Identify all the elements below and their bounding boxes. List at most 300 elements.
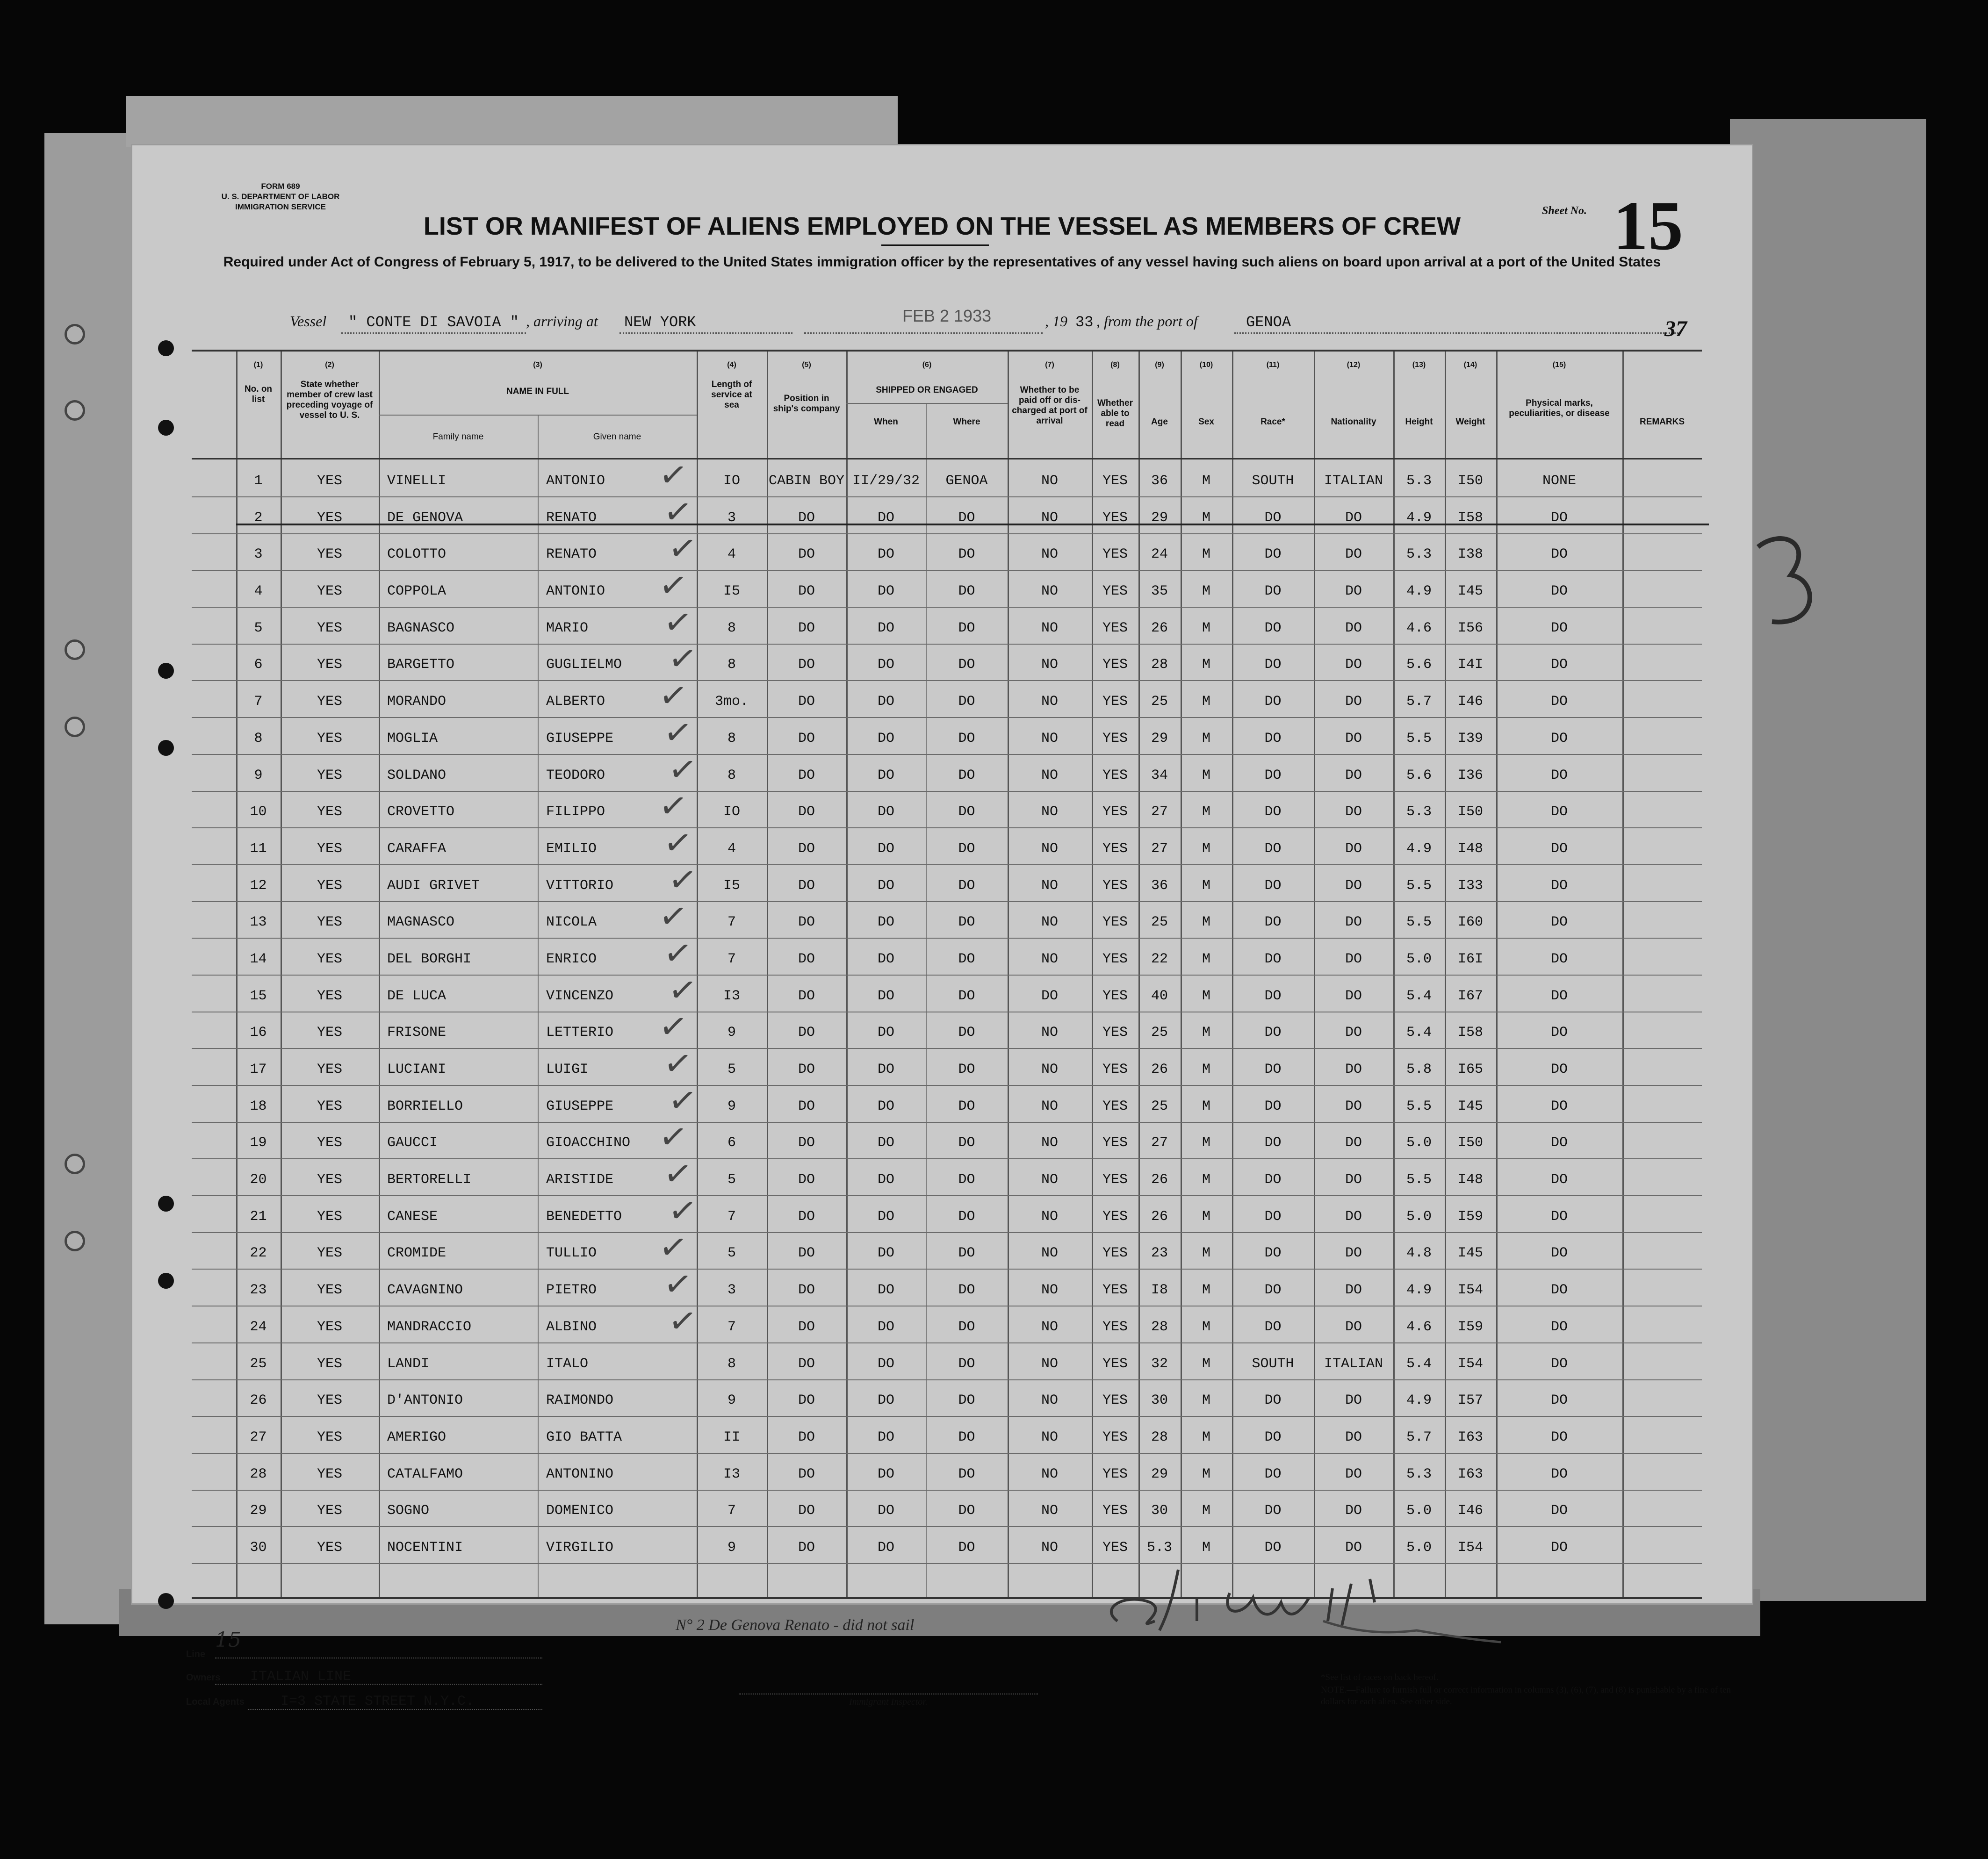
cell-position: DO — [798, 546, 815, 563]
header-name-in-full: NAME IN FULL — [506, 387, 569, 396]
cell-marks: DO — [1550, 1503, 1568, 1519]
cell-age: 28 — [1151, 1429, 1168, 1445]
cell-family: BARGETTO — [387, 657, 455, 673]
cell-nationality: DO — [1345, 1208, 1362, 1225]
sheet-number: 15 — [1613, 187, 1683, 265]
cell-read: YES — [1102, 988, 1128, 1004]
cell-weight: I60 — [1457, 914, 1483, 931]
table-row — [192, 858, 1702, 902]
cell-age: 30 — [1151, 1392, 1168, 1409]
cell-service: IO — [723, 804, 740, 820]
cell-sex: M — [1202, 1503, 1210, 1519]
cell-position: DO — [798, 1539, 815, 1556]
cell-when: DO — [877, 730, 894, 746]
col-num-1: (1) — [253, 361, 263, 369]
cell-service: 7 — [727, 1208, 736, 1225]
cell-nationality: DO — [1345, 1245, 1362, 1262]
cell-paid: NO — [1041, 1098, 1058, 1114]
cell-position: DO — [798, 657, 815, 673]
cell-no: 14 — [250, 951, 267, 967]
cell-position: DO — [798, 1356, 815, 1372]
cell-height: 5.3 — [1406, 804, 1432, 820]
cell-nationality: DO — [1345, 1025, 1362, 1041]
cell-service: I3 — [723, 988, 740, 1004]
cell-read: YES — [1102, 546, 1128, 563]
cell-race: DO — [1264, 988, 1282, 1004]
cell-given: GIO BATTA — [546, 1429, 622, 1445]
cell-paid: NO — [1041, 1208, 1058, 1225]
cell-age: 25 — [1151, 1025, 1168, 1041]
local-agents-value: I=3 STATE STREET N.Y.C. — [281, 1694, 475, 1709]
check-mark-icon: ✓ — [661, 932, 695, 975]
cell-marks: DO — [1550, 840, 1568, 857]
cell-sex: M — [1202, 583, 1210, 600]
cell-member: YES — [317, 914, 342, 931]
cell-where: DO — [958, 988, 975, 1004]
table-row — [192, 711, 1702, 754]
cell-age: 40 — [1151, 988, 1168, 1004]
cell-age: 29 — [1151, 730, 1168, 746]
cell-weight: I50 — [1457, 1135, 1483, 1151]
cell-family: CROMIDE — [387, 1245, 447, 1262]
cell-height: 5.4 — [1406, 1356, 1432, 1372]
cell-weight: I67 — [1457, 988, 1483, 1004]
cell-paid: NO — [1041, 1466, 1058, 1482]
crew-table — [192, 350, 1702, 1599]
cell-family: D'ANTONIO — [387, 1392, 463, 1409]
cell-position: DO — [798, 1208, 815, 1225]
check-mark-icon: ✓ — [656, 1005, 690, 1048]
check-mark-icon: ✓ — [666, 858, 699, 901]
agents-dotted — [248, 1709, 542, 1710]
cell-family: BAGNASCO — [387, 620, 455, 636]
cell-position: CABIN BOY — [768, 473, 845, 489]
cell-age: 28 — [1151, 1319, 1168, 1335]
cell-sex: M — [1202, 1172, 1210, 1188]
cell-height: 5.7 — [1406, 1429, 1432, 1445]
col-num-3: (3) — [533, 361, 542, 369]
line-number-handwritten: 15 — [215, 1628, 241, 1652]
cell-family: SOLDANO — [387, 767, 447, 783]
cell-paid: NO — [1041, 1503, 1058, 1519]
cell-weight: I50 — [1457, 473, 1483, 489]
cell-when: DO — [877, 988, 894, 1004]
cell-family: MORANDO — [387, 694, 447, 710]
cell-service: 3 — [727, 510, 736, 526]
cell-read: YES — [1102, 914, 1128, 931]
cell-no: 22 — [250, 1245, 267, 1262]
cell-nationality: DO — [1345, 1098, 1362, 1114]
cell-no: 1 — [254, 473, 263, 489]
check-mark-icon: ✓ — [661, 711, 695, 754]
from-dotted-line — [1234, 332, 1678, 334]
cell-member: YES — [317, 988, 342, 1004]
cell-given: VIRGILIO — [546, 1539, 614, 1556]
cell-where: DO — [958, 1392, 975, 1409]
cell-marks: DO — [1550, 1172, 1568, 1188]
check-mark-icon: ✓ — [666, 1299, 699, 1342]
cell-read: YES — [1102, 804, 1128, 820]
cell-member: YES — [317, 1282, 342, 1299]
cell-marks: DO — [1550, 804, 1568, 820]
check-mark-icon: ✓ — [666, 1189, 699, 1232]
check-mark-icon: ✓ — [666, 527, 699, 570]
binder-ring — [65, 1154, 85, 1174]
header-race: Race* — [1261, 417, 1285, 427]
cell-member: YES — [317, 657, 342, 673]
cell-no: 4 — [254, 583, 263, 600]
vessel-name: " CONTE DI SAVOIA " — [348, 314, 519, 331]
cell-height: 5.5 — [1406, 1172, 1432, 1188]
binder-ring — [65, 639, 85, 660]
cell-family: CATALFAMO — [387, 1466, 463, 1482]
cell-nationality: DO — [1345, 1062, 1362, 1077]
cell-sex: M — [1202, 1429, 1210, 1445]
cell-when: DO — [877, 951, 894, 967]
sheet-number-label: Sheet No. — [1542, 205, 1587, 217]
table-row — [192, 895, 1702, 938]
cell-position: DO — [798, 620, 815, 636]
cell-where: DO — [958, 546, 975, 563]
table-row — [192, 1078, 1702, 1122]
cell-family: COLOTTO — [387, 546, 447, 563]
cell-family: AUDI GRIVET — [387, 877, 480, 894]
cell-height: 4.9 — [1406, 510, 1432, 526]
table-row — [192, 1453, 1702, 1490]
cell-paid: NO — [1041, 1356, 1058, 1372]
cell-nationality: DO — [1345, 1135, 1362, 1151]
cell-given: EMILIO — [546, 840, 597, 857]
cell-member: YES — [317, 1356, 342, 1372]
cell-nationality: DO — [1345, 583, 1362, 600]
cell-marks: DO — [1550, 1025, 1568, 1041]
cell-race: DO — [1264, 1319, 1282, 1335]
cell-weight: I56 — [1457, 620, 1483, 636]
table-row — [192, 1299, 1702, 1343]
col-num-15: (15) — [1552, 361, 1566, 369]
cell-no: 7 — [254, 694, 263, 710]
col-num-11: (11) — [1266, 361, 1280, 369]
cell-sex: M — [1202, 1466, 1210, 1482]
cell-no: 9 — [254, 767, 263, 783]
cell-no: 27 — [250, 1429, 267, 1445]
cell-height: 5.0 — [1406, 1208, 1432, 1225]
check-mark-icon: ✓ — [666, 1078, 699, 1122]
header-remarks: REMARKS — [1639, 417, 1685, 427]
punch-hole — [158, 740, 174, 756]
cell-family: BERTORELLI — [387, 1172, 472, 1188]
header-nationality: Nationality — [1331, 417, 1376, 427]
cell-read: YES — [1102, 840, 1128, 857]
cell-no: 19 — [250, 1135, 267, 1151]
cell-nationality: DO — [1345, 877, 1362, 894]
cell-position: DO — [798, 1466, 815, 1482]
table-row — [192, 674, 1702, 718]
cell-race: SOUTH — [1252, 1356, 1294, 1372]
cell-service: I5 — [723, 583, 740, 600]
cell-when: DO — [877, 1429, 894, 1445]
cell-family: LANDI — [387, 1356, 430, 1372]
punch-hole — [158, 340, 174, 356]
cell-when: DO — [877, 1466, 894, 1482]
cell-service: 3 — [727, 1282, 736, 1299]
cell-read: YES — [1102, 1135, 1128, 1151]
cell-height: 5.5 — [1406, 1098, 1432, 1114]
cell-weight: I38 — [1457, 546, 1483, 563]
cell-weight: I4I — [1457, 657, 1483, 673]
col-num-6: (6) — [922, 361, 932, 369]
cell-marks: DO — [1550, 546, 1568, 563]
cell-service: 5 — [727, 1062, 736, 1077]
cell-position: DO — [798, 694, 815, 710]
cell-race: DO — [1264, 1135, 1282, 1151]
cell-position: DO — [798, 583, 815, 600]
cell-height: 5.8 — [1406, 1062, 1432, 1077]
cell-service: I3 — [723, 1466, 740, 1482]
cell-given: LETTERIO — [546, 1025, 614, 1041]
cell-age: I8 — [1151, 1282, 1168, 1299]
cell-position: DO — [798, 510, 815, 526]
cell-race: DO — [1264, 840, 1282, 857]
table-row — [192, 1343, 1702, 1380]
cell-sex: M — [1202, 694, 1210, 710]
cell-race: DO — [1264, 1539, 1282, 1556]
cell-service: 8 — [727, 767, 736, 783]
cell-family: VINELLI — [387, 473, 447, 489]
table-row — [192, 1416, 1702, 1453]
cell-no: 2 — [254, 510, 263, 526]
cell-race: DO — [1264, 1062, 1282, 1077]
cell-height: 5.0 — [1406, 951, 1432, 967]
cell-service: 9 — [727, 1025, 736, 1041]
cell-height: 4.6 — [1406, 1319, 1432, 1335]
cell-no: 12 — [250, 877, 267, 894]
cell-weight: I63 — [1457, 1466, 1483, 1482]
cell-race: DO — [1264, 510, 1282, 526]
table-row — [192, 637, 1702, 681]
cell-sex: M — [1202, 1319, 1210, 1335]
cell-member: YES — [317, 694, 342, 710]
cell-nationality: DO — [1345, 767, 1362, 783]
cell-given: GIUSEPPE — [546, 730, 614, 746]
cell-marks: DO — [1550, 657, 1568, 673]
cell-height: 5.0 — [1406, 1135, 1432, 1151]
binder-ring — [65, 1231, 85, 1251]
col-num-10: (10) — [1199, 361, 1213, 369]
binder-ring — [65, 717, 85, 737]
cell-member: YES — [317, 1098, 342, 1114]
cell-member: YES — [317, 1245, 342, 1262]
check-mark-icon: ✓ — [661, 821, 695, 864]
cell-where: DO — [958, 1245, 975, 1262]
cell-nationality: DO — [1345, 546, 1362, 563]
cell-family: BORRIELLO — [387, 1098, 463, 1114]
cell-sex: M — [1202, 1208, 1210, 1225]
cell-marks: DO — [1550, 583, 1568, 600]
check-mark-icon: ✓ — [656, 564, 690, 607]
cell-member: YES — [317, 1503, 342, 1519]
cell-no: 11 — [250, 840, 267, 857]
cell-weight: I39 — [1457, 730, 1483, 746]
table-row — [192, 932, 1702, 975]
check-mark-icon: ✓ — [656, 1115, 690, 1159]
cell-service: 3mo. — [714, 694, 749, 710]
cell-family: GAUCCI — [387, 1135, 438, 1151]
cell-family: MANDRACCIO — [387, 1319, 472, 1335]
cell-member: YES — [317, 1135, 342, 1151]
cell-sex: M — [1202, 1098, 1210, 1114]
header-when: When — [874, 417, 898, 427]
cell-when: DO — [877, 840, 894, 857]
cell-given: GIOACCHINO — [546, 1135, 631, 1151]
cell-nationality: DO — [1345, 988, 1362, 1004]
cell-service: 4 — [727, 840, 736, 857]
header-member-of-crew: State whether member of crew last preceding voyage of vessel to U. S. — [286, 380, 373, 420]
cell-when: DO — [877, 1245, 894, 1262]
punch-hole — [158, 1593, 174, 1609]
cell-marks: DO — [1550, 988, 1568, 1004]
table-row — [192, 1115, 1702, 1159]
cell-marks: DO — [1550, 1392, 1568, 1409]
cell-read: YES — [1102, 1025, 1128, 1041]
table-row — [192, 1226, 1702, 1269]
cell-race: DO — [1264, 620, 1282, 636]
header-position: Position in ship's company — [773, 394, 840, 414]
cell-weight: I36 — [1457, 767, 1483, 783]
cell-given: GUGLIELMO — [546, 657, 622, 673]
cell-sex: M — [1202, 1135, 1210, 1151]
cell-race: DO — [1264, 914, 1282, 931]
cell-no: 25 — [250, 1356, 267, 1372]
cell-weight: I50 — [1457, 804, 1483, 820]
cell-where: DO — [958, 510, 975, 526]
cell-height: 4.9 — [1406, 583, 1432, 600]
cell-family: DE LUCA — [387, 988, 447, 1004]
cell-when: DO — [877, 1025, 894, 1041]
cell-weight: I54 — [1457, 1356, 1483, 1372]
cell-paid: NO — [1041, 1025, 1058, 1041]
cell-where: DO — [958, 657, 975, 673]
cell-race: DO — [1264, 1466, 1282, 1482]
cell-sex: M — [1202, 510, 1210, 526]
header-length-of-service: Length of service at sea — [711, 380, 752, 410]
cell-marks: DO — [1550, 1282, 1568, 1299]
cell-race: DO — [1264, 1392, 1282, 1409]
cell-where: DO — [958, 1172, 975, 1188]
cell-where: DO — [958, 804, 975, 820]
cell-position: DO — [798, 1282, 815, 1299]
binder-ring — [65, 324, 85, 345]
cell-member: YES — [317, 546, 342, 563]
check-mark-icon: ✓ — [656, 895, 690, 938]
cell-given: TULLIO — [546, 1245, 597, 1262]
cell-marks: DO — [1550, 767, 1568, 783]
cell-where: DO — [958, 914, 975, 931]
cell-given: ANTONINO — [546, 1466, 614, 1482]
cell-sex: M — [1202, 951, 1210, 967]
handwritten-note: N° 2 De Genova Renato - did not sail — [676, 1616, 915, 1634]
cell-when: DO — [877, 546, 894, 563]
cell-no: 30 — [250, 1539, 267, 1556]
cell-member: YES — [317, 1172, 342, 1188]
check-mark-icon: ✓ — [656, 784, 690, 827]
cell-marks: DO — [1550, 877, 1568, 894]
races-note: *See list of races on back hereof. — [1321, 1672, 1439, 1682]
table-row — [192, 1152, 1702, 1196]
inspector-label: Immigrant Inspector. — [849, 1697, 928, 1707]
cell-read: YES — [1102, 730, 1128, 746]
cell-read: YES — [1102, 620, 1128, 636]
cell-weight: I48 — [1457, 840, 1483, 857]
cell-service: I5 — [723, 877, 740, 894]
cell-where: DO — [958, 1208, 975, 1225]
cell-height: 5.5 — [1406, 730, 1432, 746]
cell-family: NOCENTINI — [387, 1539, 463, 1556]
cell-race: DO — [1264, 1208, 1282, 1225]
cell-read: YES — [1102, 1503, 1128, 1519]
cell-height: 5.5 — [1406, 914, 1432, 931]
cell-position: DO — [798, 988, 815, 1004]
cell-age: 27 — [1151, 804, 1168, 820]
cell-position: DO — [798, 840, 815, 857]
cell-weight: I45 — [1457, 1245, 1483, 1262]
check-mark-icon: ✓ — [661, 1152, 695, 1195]
cell-given: RENATO — [546, 546, 597, 563]
cell-height: 5.3 — [1406, 473, 1432, 489]
cell-member: YES — [317, 583, 342, 600]
cell-service: 9 — [727, 1098, 736, 1114]
cell-sex: M — [1202, 546, 1210, 563]
cell-height: 5.0 — [1406, 1503, 1432, 1519]
header-rule — [846, 403, 1008, 404]
cell-given: ALBINO — [546, 1319, 597, 1335]
cell-read: YES — [1102, 877, 1128, 894]
cell-member: YES — [317, 840, 342, 857]
cell-height: 4.9 — [1406, 840, 1432, 857]
cell-read: YES — [1102, 1245, 1128, 1262]
cell-read: YES — [1102, 1356, 1128, 1372]
cell-service: 8 — [727, 1356, 736, 1372]
cell-service: 9 — [727, 1539, 736, 1556]
cell-where: DO — [958, 1356, 975, 1372]
cell-given: ITALO — [546, 1356, 589, 1372]
cell-no: 28 — [250, 1466, 267, 1482]
cell-paid: NO — [1041, 840, 1058, 857]
cell-marks: DO — [1550, 1245, 1568, 1262]
cell-age: 29 — [1151, 1466, 1168, 1482]
cell-marks: DO — [1550, 510, 1568, 526]
cell-member: YES — [317, 1429, 342, 1445]
cell-age: 28 — [1151, 657, 1168, 673]
cell-given: DOMENICO — [546, 1503, 614, 1519]
cell-height: 5.3 — [1406, 546, 1432, 563]
cell-family: CROVETTO — [387, 804, 455, 820]
cell-when: DO — [877, 1539, 894, 1556]
cell-no: 24 — [250, 1319, 267, 1335]
cell-race: DO — [1264, 1025, 1282, 1041]
cell-family: COPPOLA — [387, 583, 447, 600]
check-mark-icon: ✓ — [666, 968, 699, 1012]
cell-service: 7 — [727, 914, 736, 931]
date-dotted-line — [804, 332, 1043, 334]
cell-paid: NO — [1041, 1245, 1058, 1262]
cell-read: YES — [1102, 583, 1128, 600]
cell-height: 5.4 — [1406, 988, 1432, 1004]
cell-position: DO — [798, 1319, 815, 1335]
cell-height: 4.9 — [1406, 1282, 1432, 1299]
cell-read: YES — [1102, 1539, 1128, 1556]
cell-read: YES — [1102, 1098, 1128, 1114]
